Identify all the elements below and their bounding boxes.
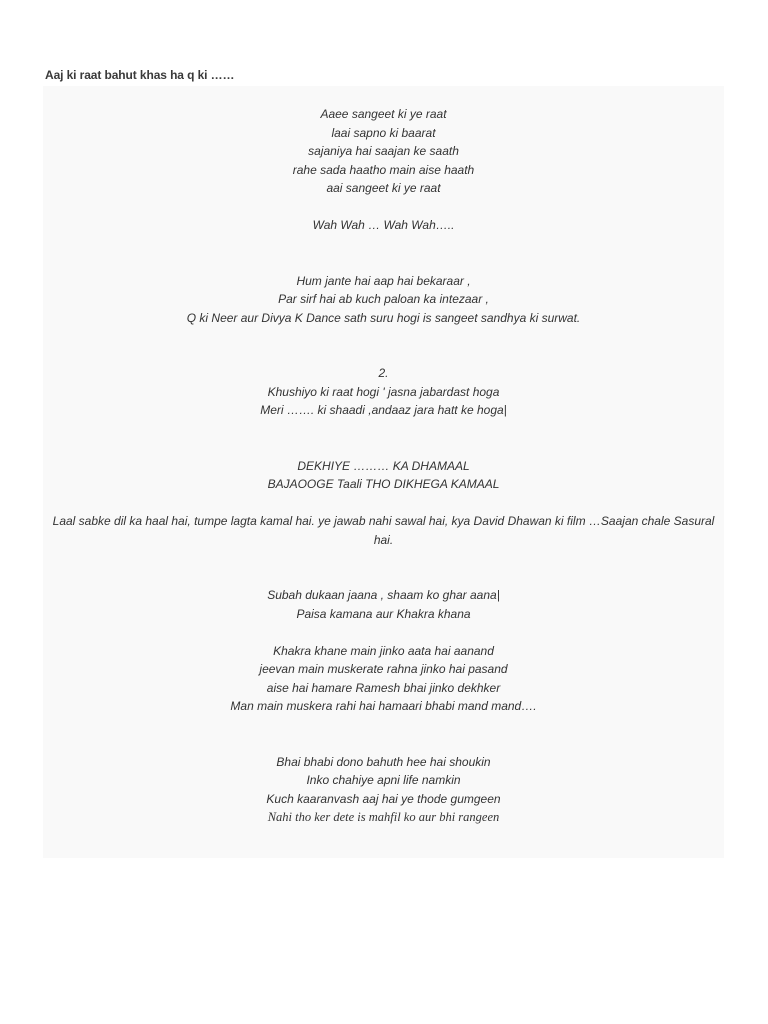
poem-line: rahe sada haatho main aise haath <box>292 162 475 177</box>
poem-line: Q ki Neer aur Divya K Dance sath suru hogi is sangeet sandhya ki surwat. <box>186 310 581 325</box>
document-heading: Aaj ki raat bahut khas ha q ki …… <box>45 68 235 82</box>
poem-line: Aaee sangeet ki ye raat <box>320 107 447 121</box>
poem-text <box>43 105 724 827</box>
poem-line: laai sapno ki baarat <box>331 125 436 140</box>
poem-paragraph: Laal sabke dil ka haal hai, tumpe lagta kamal hai. ye jawab nahi sawal hai, kya David Dhawan ki film …Saajan chale Sasural hai. <box>52 514 715 547</box>
poem-line: jeevan main muskerate rahna jinko hai pasand <box>259 662 508 676</box>
poem-line: 2. <box>378 366 389 380</box>
poem-line: Par sirf hai ab kuch paloan ka intezaar , <box>278 292 489 306</box>
poem-line: sajaniya hai saajan ke saath <box>308 144 459 158</box>
poem-line: DEKHIYE ……… KA DHAMAAL <box>297 458 470 473</box>
poem-line-wah: Wah Wah … Wah Wah….. <box>312 218 455 232</box>
poem-line: Paisa kamana aur Khakra khana <box>296 606 471 621</box>
poem-line: aise hai hamare Ramesh bhai jinko dekhker <box>266 680 501 695</box>
poem-line: Nahi tho ker dete is mahfil ko aur bhi rangeen <box>267 810 500 824</box>
poem-box <box>43 86 724 858</box>
poem-line: Bhai bhabi dono bahuth hee hai shoukin <box>276 754 491 769</box>
poem-line: Khakra khane main jinko aata hai aanand <box>273 643 494 658</box>
poem-line: Subah dukaan jaana , shaam ko ghar aana| <box>267 588 500 602</box>
poem-line: Man main muskera rahi hai hamaari bhabi mand mand…. <box>230 699 537 713</box>
poem-line: aai sangeet ki ye raat <box>326 181 441 195</box>
poem-line: Khushiyo ki raat hogi ' jasna jabardast hoga <box>267 384 500 399</box>
poem-line: Hum jante hai aap hai bekaraar , <box>296 273 471 288</box>
poem-line: BAJAOOGE Taali THO DIKHEGA KAMAAL <box>267 477 500 491</box>
poem-line: Inko chahiye apni life namkin <box>306 773 461 787</box>
poem-line: Meri ……. ki shaadi ,andaaz jara hatt ke hoga| <box>260 403 507 417</box>
poem-line: Kuch kaaranvash aaj hai ye thode gumgeen <box>266 791 501 806</box>
